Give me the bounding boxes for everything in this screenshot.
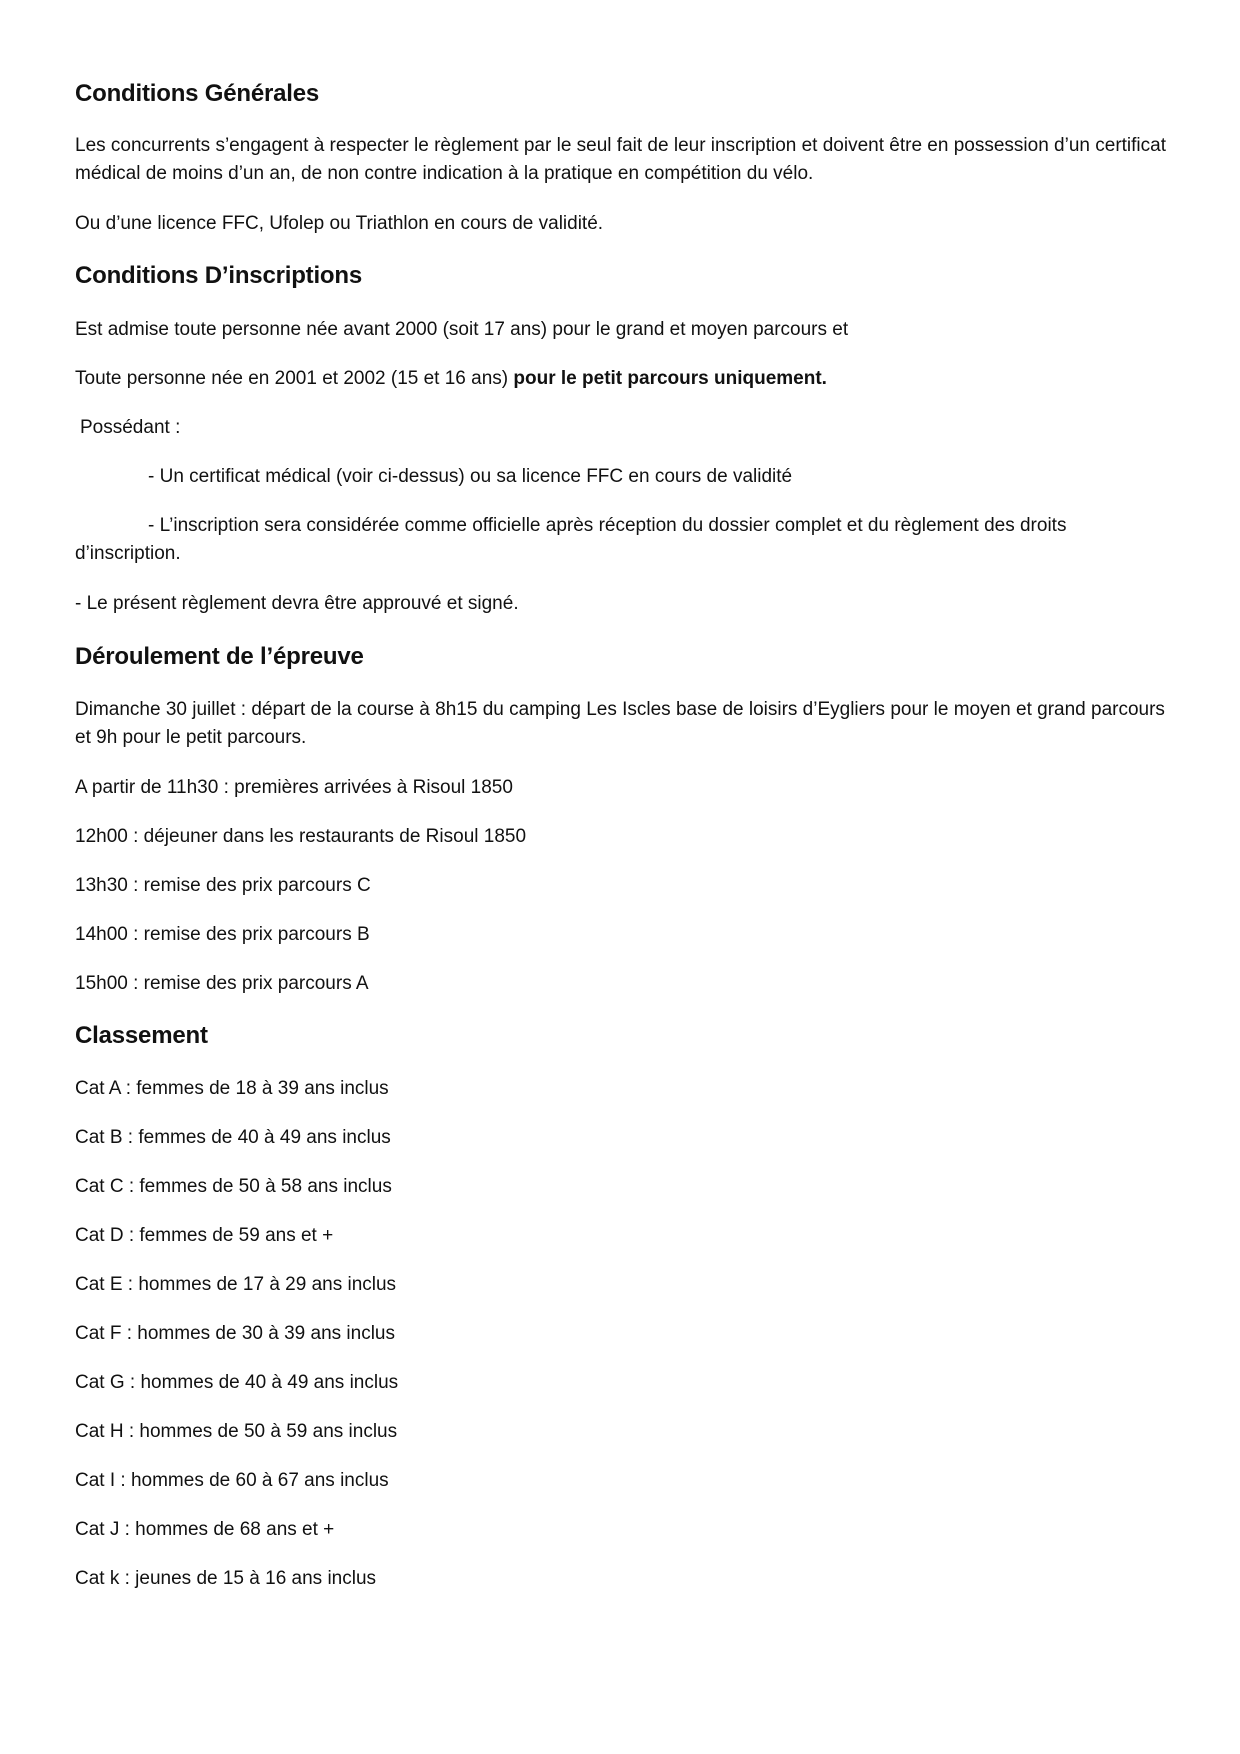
paragraph-licence: Ou d’une licence FFC, Ufolep ou Triathlon en cours de validité.: [75, 213, 604, 234]
paragraph-age-petit: [75, 365, 827, 393]
schedule-item: A partir de 11h30 : premières arrivées à Risoul 1850: [75, 777, 513, 798]
category-item: Cat B : femmes de 40 à 49 ans inclus: [75, 1127, 391, 1148]
section-title-classement: Classement: [75, 1022, 208, 1049]
category-item: Cat D : femmes de 59 ans et +: [75, 1225, 334, 1246]
schedule-item: 12h00 : déjeuner dans les restaurants de Risoul 1850: [75, 826, 527, 847]
category-item: Cat I : hommes de 60 à 67 ans inclus: [75, 1470, 389, 1491]
category-item: Cat H : hommes de 50 à 59 ans inclus: [75, 1421, 398, 1442]
category-item: Cat E : hommes de 17 à 29 ans inclus: [75, 1274, 397, 1295]
category-item: Cat k : jeunes de 15 à 16 ans inclus: [75, 1568, 377, 1589]
list-item-certificat: - Un certificat médical (voir ci-dessus) ou sa licence FFC en cours de validité: [148, 466, 793, 487]
category-item: Cat G : hommes de 40 à 49 ans inclus: [75, 1372, 399, 1393]
paragraph-age-grand-moyen: Est admise toute personne née avant 2000 (soit 17 ans) pour le grand et moyen parcours et: [75, 319, 849, 340]
schedule-item: 14h00 : remise des prix parcours B: [75, 924, 370, 945]
schedule-item: 13h30 : remise des prix parcours C: [75, 875, 371, 896]
paragraph-possedant: Possédant :: [80, 417, 181, 438]
section-title-conditions-inscriptions: Conditions D’inscriptions: [75, 262, 362, 289]
category-item: Cat C : femmes de 50 à 58 ans inclus: [75, 1176, 392, 1197]
category-item: Cat J : hommes de 68 ans et +: [75, 1519, 335, 1540]
section-title-deroulement: Déroulement de l’épreuve: [75, 643, 364, 670]
paragraph-age-petit-bold: pour le petit parcours uniquement.: [513, 368, 827, 389]
paragraph-engagement: Les concurrents s’engagent à respecter le règlement par le seul fait de leur inscription et doivent être en possession d’un certificat médical de moins d’un an, de non contre indication à la pratique en compétition du vélo.: [75, 135, 1166, 184]
list-item-reglement-signe: - Le présent règlement devra être approuvé et signé.: [75, 593, 519, 614]
paragraph-age-petit-text: Toute personne née en 2001 et 2002 (15 et 16 ans): [75, 368, 514, 389]
paragraph-depart: Dimanche 30 juillet : départ de la course à 8h15 du camping Les Iscles base de loisirs d’Eygliers pour le moyen et grand parcours et 9h pour le petit parcours.: [75, 699, 1165, 748]
category-item: Cat F : hommes de 30 à 39 ans inclus: [75, 1323, 395, 1344]
list-item-inscription-officielle: - L’inscription sera considérée comme officielle après réception du dossier complet et du règlement des droits d’inscription.: [75, 515, 1067, 564]
schedule-item: 15h00 : remise des prix parcours A: [75, 973, 369, 994]
section-title-conditions-generales: Conditions Générales: [75, 80, 320, 107]
category-item: Cat A : femmes de 18 à 39 ans inclus: [75, 1078, 389, 1099]
